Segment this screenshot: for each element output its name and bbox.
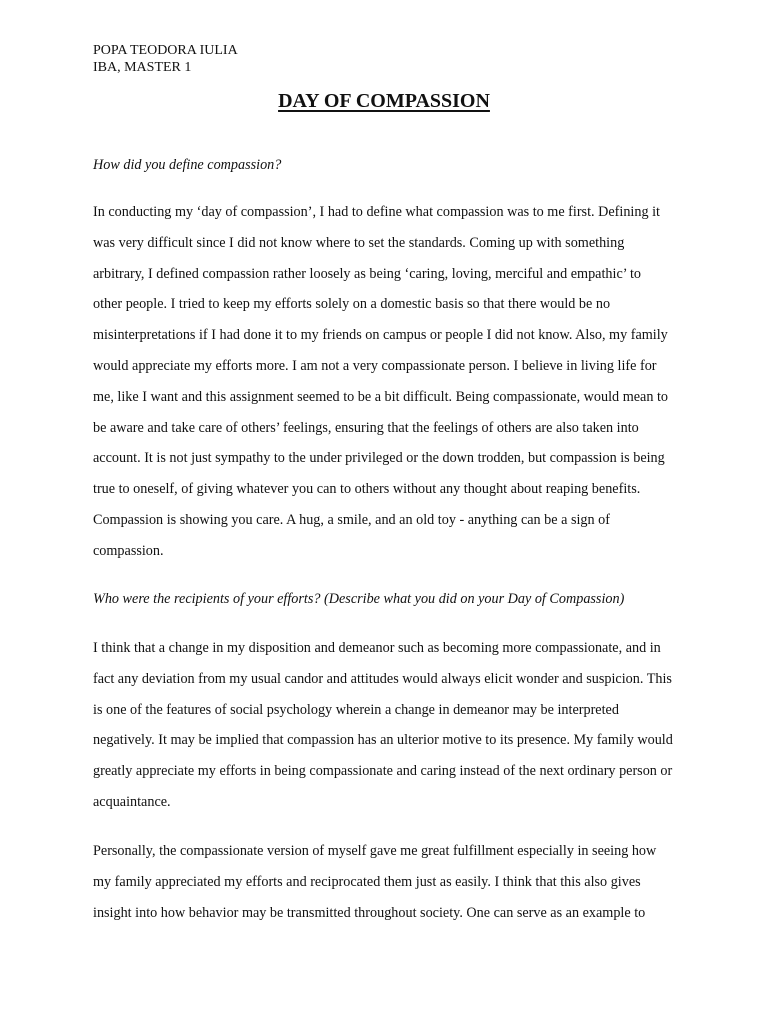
section-define-compassion bbox=[93, 150, 673, 181]
text-line: was very difficult since I did not know where to set the standards. Coming up with something bbox=[93, 234, 625, 251]
text-line: account. It is not just sympathy to the under privileged or the down trodden, but compassion is being bbox=[93, 450, 665, 467]
text-line: In conducting my ‘day of compassion’, I had to define what compassion was to me first. Defining it bbox=[93, 204, 660, 220]
text-line: arbitrary, I defined compassion rather loosely as being ‘caring, loving, merciful and empathic’ to bbox=[93, 265, 641, 282]
paragraph-1 bbox=[93, 197, 673, 567]
author-name: POPA TEODORA IULIA bbox=[93, 43, 238, 58]
text-line: is one of the features of social psychology wherein a change in demeanor may be interpreted bbox=[93, 701, 619, 718]
text-line: I think that a change in my disposition and demeanor such as becoming more compassionate, and in bbox=[93, 640, 661, 656]
text-line: my family appreciated my efforts and reciprocated them just as easily. I think that this also gives bbox=[93, 873, 641, 890]
text-line: greatly appreciate my efforts in being compassionate and caring instead of the next ordinary person or bbox=[93, 763, 673, 780]
text-line: Compassion is showing you care. A hug, a smile, and an old toy - anything can be a sign of bbox=[93, 511, 610, 528]
text-line: be aware and take care of others’ feelings, ensuring that the feelings of others are also taken into bbox=[93, 419, 639, 436]
text-line: other people. I tried to keep my efforts solely on a domestic basis so that there would be no bbox=[93, 296, 611, 313]
program-label: IBA, MASTER 1 bbox=[93, 60, 192, 75]
question-heading: Who were the recipients of your efforts? (Describe what you did on your Day of Compassion) bbox=[93, 591, 625, 607]
text-line: acquaintance. bbox=[93, 793, 171, 810]
text-line: me, like I want and this assignment seemed to be a bit difficult. Being compassionate, would mean to bbox=[93, 388, 668, 405]
paragraph-2 bbox=[93, 633, 673, 818]
paragraph bbox=[93, 836, 673, 928]
section-recipients bbox=[93, 584, 673, 615]
paragraph bbox=[93, 197, 673, 567]
document-title: DAY OF COMPASSION bbox=[278, 90, 490, 112]
text-line: Personally, the compassionate version of myself gave me great fulfillment especially in seeing how bbox=[93, 843, 657, 859]
question-heading: How did you define compassion? bbox=[93, 157, 282, 173]
text-line: insight into how behavior may be transmitted throughout society. One can serve as an example to bbox=[93, 904, 646, 921]
text-line: misinterpretations if I had done it to my friends on campus or people I did not know. Also, my family bbox=[93, 327, 668, 344]
text-line: negatively. It may be implied that compassion has an ulterior motive to its presence. My family would bbox=[93, 732, 673, 749]
paragraph bbox=[93, 633, 673, 818]
text-line: fact any deviation from my usual candor and attitudes would always elicit wonder and suspicion. This bbox=[93, 670, 672, 687]
text-line: true to oneself, of giving whatever you can to others without any thought about reaping benefits. bbox=[93, 481, 641, 498]
text-line: would appreciate my efforts more. I am not a very compassionate person. I believe in living life for bbox=[93, 357, 657, 374]
author-header bbox=[93, 42, 238, 76]
paragraph-3 bbox=[93, 836, 673, 928]
text-line: compassion. bbox=[93, 542, 164, 559]
